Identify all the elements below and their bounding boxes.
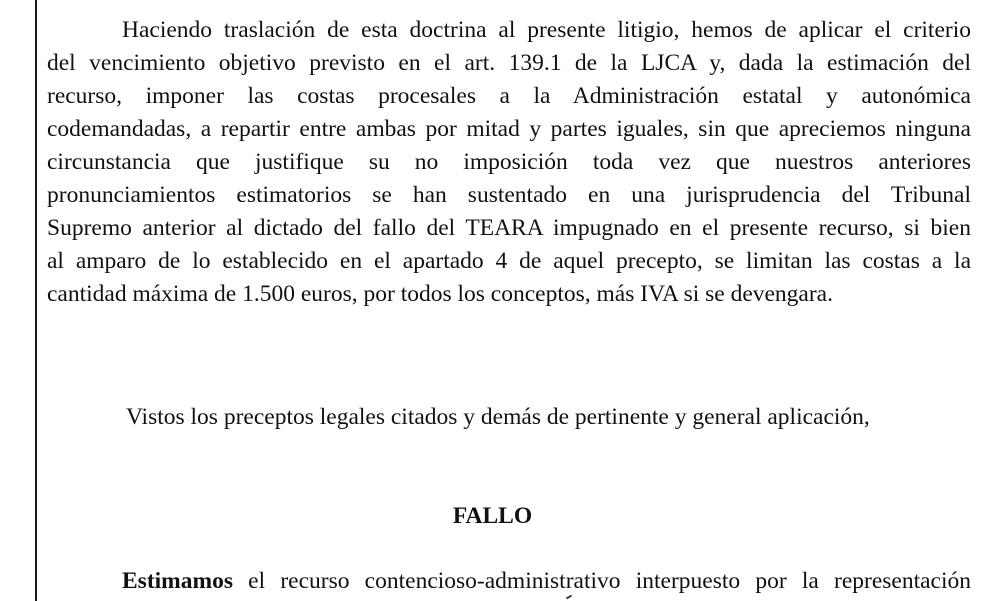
paragraph-line: codemandadas, a repartir entre ambas por mitad y partes iguales, sin que apreciemos ninguna — [47, 116, 971, 142]
vistos-paragraph: Vistos los preceptos legales citados y demás de pertinente y general aplicación, — [126, 404, 870, 430]
paragraph-line: cantidad máxima de 1.500 euros, por todos los conceptos, más IVA si se devengara. — [47, 281, 833, 307]
paragraph-line: al amparo de lo establecido en el apartado 4 de aquel precepto, se limitan las costas a la — [47, 248, 971, 274]
fallo-heading: FALLO — [452, 503, 533, 529]
estimamos-paragraph — [122, 565, 971, 598]
estimamos-text: el recurso contencioso-administrativo interpuesto por la representación — [232, 568, 971, 594]
paragraph-line: circunstancia que justifique su no imposición toda vez que nuestros anteriores — [47, 149, 971, 175]
estimamos-bold: Estimamos — [122, 568, 233, 594]
paragraph-line: Supremo anterior al dictado del fallo del TEARA impugnado en el presente recurso, si bien — [47, 215, 971, 241]
paragraph-line: pronunciamientos estimatorios se han sustentado en una jurisprudencia del Tribunal — [47, 182, 971, 208]
paragraph-line: Haciendo traslación de esta doctrina al presente litigio, hemos de aplicar el criterio — [122, 17, 971, 43]
paragraph-line: del vencimiento objetivo previsto en el art. 139.1 de la LJCA y, dada la estimación del — [47, 50, 971, 76]
paragraph-line: recurso, imponer las costas procesales a la Administración estatal y autonómica — [47, 83, 971, 109]
